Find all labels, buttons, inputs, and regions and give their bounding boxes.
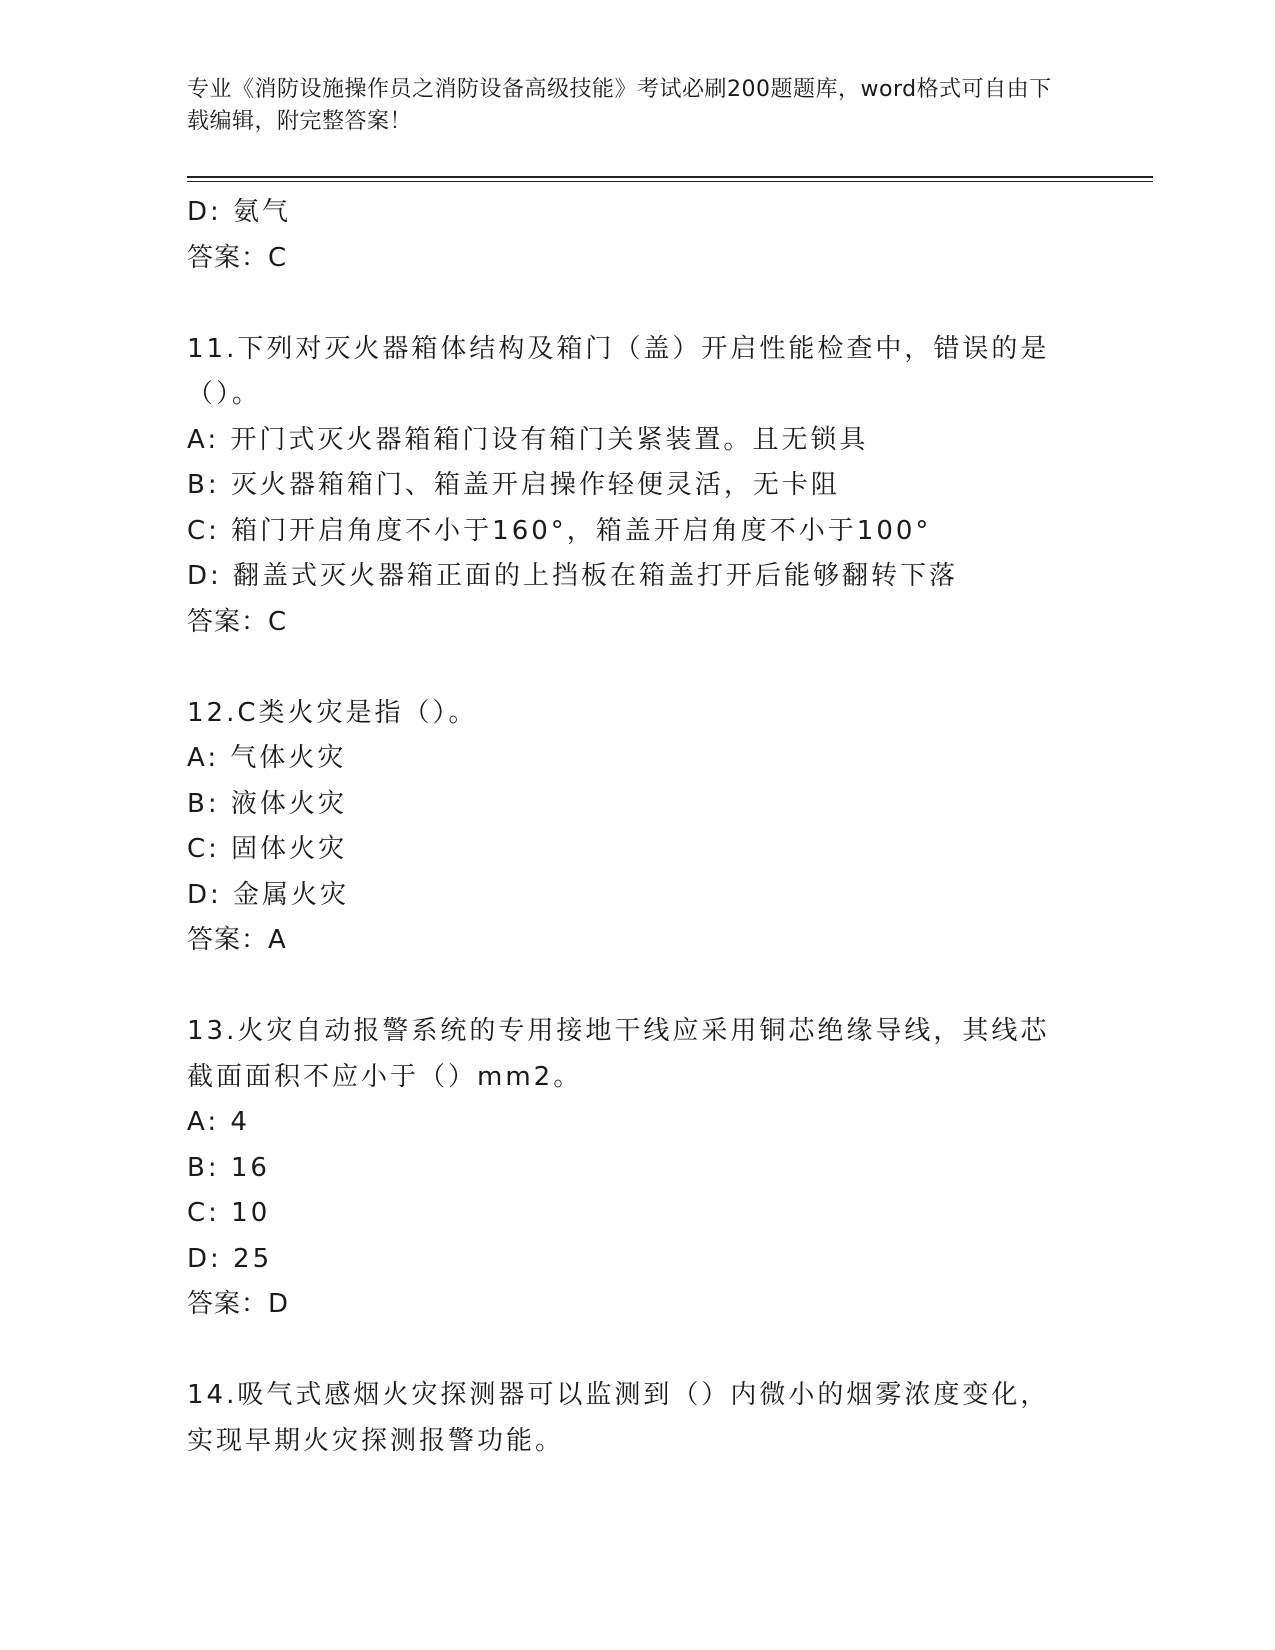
answer-line: 答案：C (187, 606, 288, 637)
option-a: A: 开门式灭火器箱箱门设有箱门关紧装置。且无锁具 (187, 424, 869, 455)
option-d: D: 翻盖式灭火器箱正面的上挡板在箱盖打开后能够翻转下落 (187, 561, 959, 591)
answer-line: 答案：A (187, 925, 287, 955)
option-c: C: 10 (187, 1198, 271, 1228)
option-a: A: 气体火灾 (187, 743, 347, 773)
spacer (187, 645, 1067, 691)
question-stem: 13.火灾自动报警系统的专用接地干线应采用铜芯绝缘导线，其线芯截面面积不应小于（）mm2。 (187, 1016, 1050, 1092)
question-10-tail (187, 190, 1067, 281)
option-b: B: 液体火灾 (187, 788, 347, 819)
option-d: D: 金属火灾 (187, 879, 350, 910)
question-list (187, 190, 1067, 1464)
header-divider-thick (187, 176, 1153, 178)
option-c: C: 箱门开启角度不小于160°，箱盖开启角度不小于100° (187, 515, 932, 546)
answer-line: 答案：C (187, 242, 288, 273)
question-stem: 14.吸气式感烟火灾探测器可以监测到（）内微小的烟雾浓度变化，实现早期火灾探测报警功能。 (187, 1380, 1050, 1456)
option-c: C: 固体火灾 (187, 834, 348, 864)
question-stem: 11.下列对灭火器箱体结构及箱门（盖）开启性能检查中，错误的是（）。 (187, 333, 1050, 409)
spacer (187, 281, 1067, 327)
spacer (187, 964, 1067, 1010)
option-b: B: 灭火器箱箱门、箱盖开启操作轻便灵活，无卡阻 (187, 470, 840, 500)
option-d: D: 25 (187, 1243, 273, 1274)
answer-line: 答案：D (187, 1289, 290, 1319)
option-b: B: 16 (187, 1152, 270, 1183)
question-14 (187, 1373, 1067, 1464)
header-divider-thin (187, 181, 1153, 182)
question-11 (187, 327, 1067, 646)
document-header: 专业《消防设施操作员之消防设备高级技能》考试必刷200题题库，word格式可自由下载编辑，附完整答案！ (187, 77, 1052, 134)
question-12 (187, 691, 1067, 964)
question-stem: 12.C类火灾是指（）。 (187, 697, 478, 728)
option-a: A: 4 (187, 1107, 250, 1137)
option-d: D: 氨气 (187, 197, 292, 227)
question-13 (187, 1009, 1067, 1328)
spacer (187, 1328, 1067, 1374)
